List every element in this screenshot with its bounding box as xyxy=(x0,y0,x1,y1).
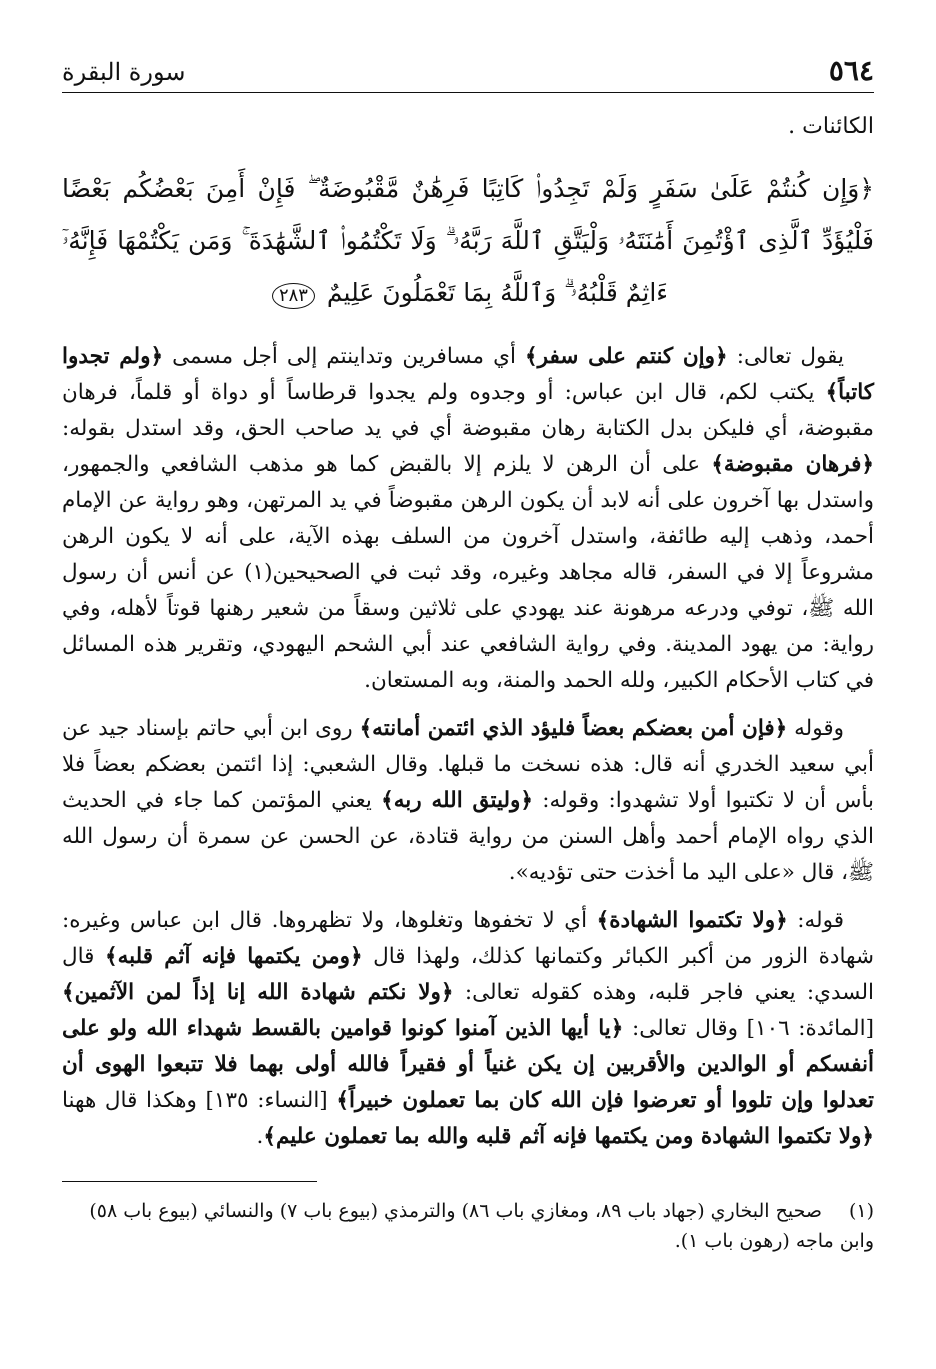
footnote-separator xyxy=(62,1181,317,1182)
text-span: يعني المؤتمن كما جاء في الحديث الذي رواه الإمام أحمد وأهل السنن من رواية قتادة، عن الحسن عن سمرة أن رسول الله ﷺ، قال «على اليد ما أخذت حتى تؤديه». xyxy=(62,788,874,885)
text-span: أي مسافرين وتداينتم إلى أجل مسمى xyxy=(163,344,525,369)
footnote-text: صحيح البخاري (جهاد باب ٨٩، ومغازي باب ٨٦) والترمذي (بيوع باب ٧) والنسائي (بيوع باب ٥٨) وابن ماجه (رهون باب ١). xyxy=(89,1200,874,1252)
tafsir-paragraph-3 xyxy=(62,903,874,1155)
quoted-verse: ﴿فإن أمن بعضكم بعضاً فليؤد الذي ائتمن أمانته﴾ xyxy=(359,716,788,741)
text-span: أي لا تخفوها وتغلوها، ولا تظهروها. قال ابن عباس وغيره: شهادة الزور من أكبر الكبائر وكتمانها كذلك، ولهذا قال xyxy=(62,908,874,969)
text-span: قال السدي: يعني فاجر قلبه، وهذه كقوله تعالى: xyxy=(62,944,874,1005)
tafsir-paragraph-2 xyxy=(62,711,874,891)
surah-title: سورة البقرة xyxy=(62,58,186,86)
text-span: روى ابن أبي حاتم بإسناد جيد عن أبي سعيد الخدري أنه قال: هذه نسخت ما قبلها. وقال الشعبي: إذا ائتمن بعضكم بعضاً فلا بأس أن لا تكتبوا أولا تشهدوا: وقوله: xyxy=(62,716,874,813)
book-page xyxy=(62,52,874,1256)
quoted-verse: ﴿وليتق الله ربه﴾ xyxy=(381,788,533,813)
page-number: ٥٦٤ xyxy=(828,54,874,87)
footnote xyxy=(62,1196,874,1256)
intro-text: الكائنات . xyxy=(788,114,874,139)
footnote-number: (١) xyxy=(848,1200,874,1222)
text-span: [المائدة: ١٠٦] وقال تعالى: xyxy=(623,1016,874,1041)
text-span: يقول تعالى: xyxy=(727,344,844,369)
text-span: على أن الرهن لا يلزم إلا بالقبض كما هو مذهب الشافعي والجمهور، واستدل بها آخرون على أنه لابد أن يكون الرهن مقبوضاً في يد المرتهن، وهو رواية عن الإمام أحمد، وذهب إليه طائفة، واستدل آخرون من السلف بهذه الآية، على أنه لا يكون الرهن مشروعاً إلا في السفر، قاله مجاهد وغيره، وقد ثبت في الصحيحين(١) عن أنس أن رسول الله ﷺ، توفي ودرعه مرهونة عند يهودي على ثلاثين وسقاً من شعير رهنها قوتاً لأهله، وفي رواية: من يهود المدينة. وفي رواية الشافعي عند أبي الشحم اليهودي، وتقرير هذه المسائل في كتاب الأحكام الكبير، ولله الحمد والمنة، وبه المستعان. xyxy=(62,452,874,693)
ayah-number-marker: ٢٨٣ xyxy=(272,283,315,309)
quoted-verse: ﴿فرهان مقبوضة﴾ xyxy=(711,452,874,477)
text-span: يكتب لكم، قال ابن عباس: أو وجدوه ولم يجدوا قرطاساً أو دواة أو قلماً، فرهان مقبوضة، أي فليكن بدل الكتابة رهان مقبوضة أي في يد صاحب الحق، وقد استدل بقوله: xyxy=(62,380,874,441)
quoted-verse: ﴿ولا تكتموا الشهادة﴾ xyxy=(596,908,788,933)
quoted-verse: ﴿ومن يكتمها فإنه آثم قلبه﴾ xyxy=(105,944,363,969)
text-span: وقوله xyxy=(787,716,844,741)
text-span: . xyxy=(256,1124,264,1149)
quoted-verse: ﴿ولم تجدوا كاتباً﴾ xyxy=(62,344,874,405)
quoted-verse: ﴿يا أيها الذين آمنوا كونوا قوامين بالقسط شهداء الله ولو على أنفسكم أو الوالدين والأقربين إن يكن غنياً أو فقيراً فالله أولى بهما فلا تتبعوا الهوى أن تعدلوا وإن تلووا أو تعرضوا فإن الله كان بما تعملون خبيراً﴾ xyxy=(62,1016,874,1113)
verse-text: ﴿وَإِن كُنتُمْ عَلَىٰ سَفَرٍ وَلَمْ تَجِدُوا۟ كَاتِبًا فَرِهَٰنٌ مَّقْبُوضَةٌ ۖ فَإِنْ أَمِنَ بَعْضُكُم بَعْضًا فَلْيُؤَدِّ ٱلَّذِى ٱؤْتُمِنَ أَمَٰنَتَهُۥ وَلْيَتَّقِ ٱللَّهَ رَبَّهُۥ ۗ وَلَا تَكْتُمُوا۟ ٱلشَّهَٰدَةَ ۚ وَمَن يَكْتُمْهَا فَإِنَّهُۥٓ ءَاثِمٌ قَلْبُهُۥ ۗ وَٱللَّهُ بِمَا تَعْمَلُونَ عَلِيمٌ xyxy=(62,174,874,307)
quoted-verse: ﴿وإن كنتم على سفر﴾ xyxy=(525,344,728,369)
tafsir-paragraph-1 xyxy=(62,339,874,699)
page-header xyxy=(62,52,874,93)
text-span: قوله: xyxy=(787,908,844,933)
quoted-verse: ﴿ولا نكتم شهادة الله إنا إذاً لمن الآثمين﴾ xyxy=(62,980,454,1005)
quoted-verse: ﴿ولا تكتموا الشهادة ومن يكتمها فإنه آثم قلبه والله بما تعملون عليم﴾ xyxy=(263,1124,874,1149)
quran-verse xyxy=(62,163,874,319)
text-span: [النساء: ١٣٥] وهكذا قال ههنا xyxy=(62,1088,337,1113)
